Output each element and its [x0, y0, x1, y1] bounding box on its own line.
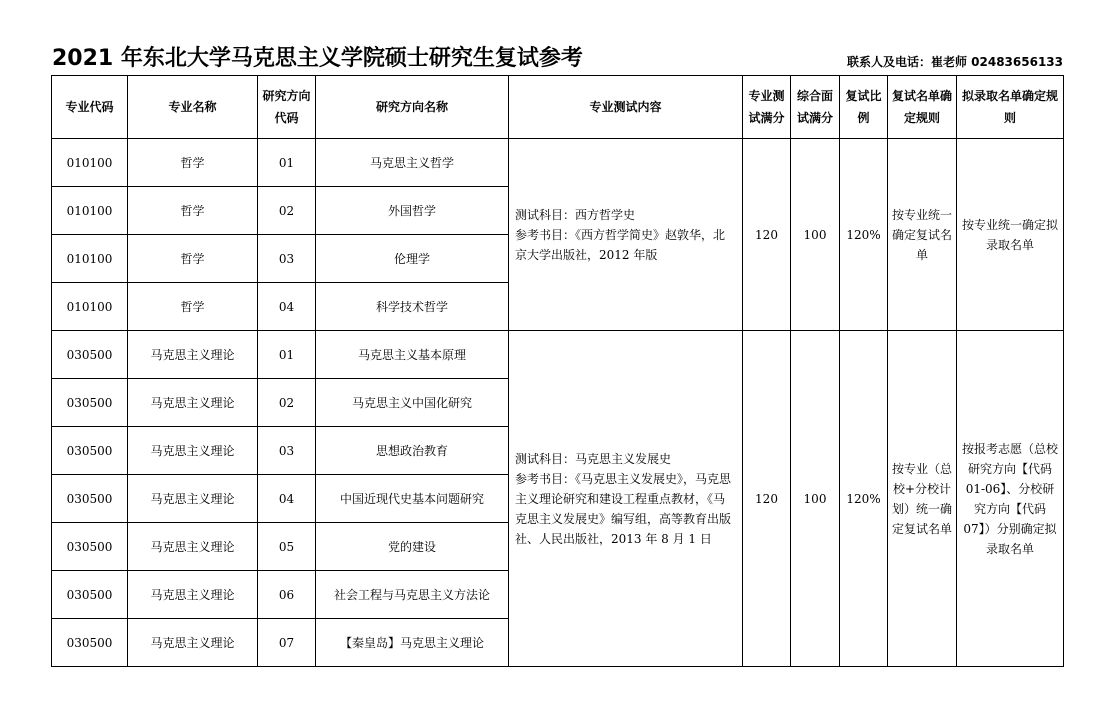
major-name-cell: 马克思主义理论	[128, 523, 258, 571]
ratio-cell: 120%	[840, 139, 888, 331]
list-rule-cell: 按专业（总校+分校计划）统一确定复试名单	[888, 331, 957, 667]
test-content-cell	[509, 331, 743, 667]
ratio-cell: 120%	[840, 331, 888, 667]
major-code-cell: 030500	[52, 379, 128, 427]
direction-code-cell: 06	[258, 571, 316, 619]
direction-code-cell: 03	[258, 235, 316, 283]
major-code-cell: 030500	[52, 331, 128, 379]
reference-books: 参考书目：《西方哲学简史》赵敦华，北京大学出版社，2012 年版	[515, 227, 726, 262]
major-code-cell: 010100	[52, 187, 128, 235]
page-title: 2021 年东北大学马克思主义学院硕士研究生复试参考	[52, 46, 583, 71]
major-name-cell: 哲学	[128, 235, 258, 283]
major-code-cell: 010100	[52, 139, 128, 187]
major-name-cell: 马克思主义理论	[128, 331, 258, 379]
header-major-name: 专业名称	[128, 76, 258, 139]
major-name-cell: 哲学	[128, 139, 258, 187]
header-admission-rule: 拟录取名单确定规则	[957, 76, 1064, 139]
direction-code-cell: 04	[258, 475, 316, 523]
direction-code-cell: 01	[258, 139, 316, 187]
interview-score-cell: 100	[791, 331, 840, 667]
direction-name-cell: 【秦皇岛】马克思主义理论	[316, 619, 509, 667]
test-subject: 测试科目：马克思主义发展史	[515, 451, 672, 466]
major-name-cell: 哲学	[128, 283, 258, 331]
header-direction-name: 研究方向名称	[316, 76, 509, 139]
major-name-cell: 马克思主义理论	[128, 619, 258, 667]
direction-code-cell: 07	[258, 619, 316, 667]
major-code-cell: 030500	[52, 619, 128, 667]
page-header	[52, 44, 1063, 76]
header-major-code: 专业代码	[52, 76, 128, 139]
header-list-rule: 复试名单确定规则	[888, 76, 957, 139]
direction-name-cell: 中国近现代史基本问题研究	[316, 475, 509, 523]
major-code-cell: 010100	[52, 235, 128, 283]
direction-code-cell: 02	[258, 379, 316, 427]
contact-info: 联系人及电话：崔老师 02483656133	[846, 55, 1063, 69]
direction-code-cell: 01	[258, 331, 316, 379]
direction-code-cell: 05	[258, 523, 316, 571]
admission-rule-cell: 按报考志愿（总校研究方向【代码 01-06】、分校研究方向【代码 07】）分别确定拟录取名单	[957, 331, 1064, 667]
header-test-score: 专业测试满分	[743, 76, 791, 139]
direction-name-cell: 社会工程与马克思主义方法论	[316, 571, 509, 619]
direction-code-cell: 02	[258, 187, 316, 235]
test-score-cell: 120	[743, 331, 791, 667]
major-name-cell: 马克思主义理论	[128, 571, 258, 619]
direction-name-cell: 科学技术哲学	[316, 283, 509, 331]
test-content-cell	[509, 139, 743, 331]
major-code-cell: 030500	[52, 475, 128, 523]
retest-reference-table	[51, 75, 1064, 667]
test-subject: 测试科目：西方哲学史	[515, 207, 636, 222]
direction-name-cell: 马克思主义中国化研究	[316, 379, 509, 427]
header-test-content: 专业测试内容	[509, 76, 743, 139]
direction-name-cell: 马克思主义基本原理	[316, 331, 509, 379]
direction-name-cell: 伦理学	[316, 235, 509, 283]
table-header-row	[52, 76, 1064, 139]
direction-name-cell: 党的建设	[316, 523, 509, 571]
admission-rule-cell: 按专业统一确定拟录取名单	[957, 139, 1064, 331]
direction-code-cell: 04	[258, 283, 316, 331]
major-name-cell: 哲学	[128, 187, 258, 235]
direction-code-cell: 03	[258, 427, 316, 475]
direction-name-cell: 外国哲学	[316, 187, 509, 235]
table-row	[52, 139, 1064, 187]
direction-name-cell: 思想政治教育	[316, 427, 509, 475]
interview-score-cell: 100	[791, 139, 840, 331]
major-name-cell: 马克思主义理论	[128, 427, 258, 475]
list-rule-cell: 按专业统一确定复试名单	[888, 139, 957, 331]
major-code-cell: 030500	[52, 427, 128, 475]
major-name-cell: 马克思主义理论	[128, 475, 258, 523]
table-row	[52, 331, 1064, 379]
header-ratio: 复试比例	[840, 76, 888, 139]
reference-books: 参考书目：《马克思主义发展史》，马克思主义理论研究和建设工程重点教材，《马克思主义发展史》编写组，高等教育出版社、人民出版社，2013 年 8 月 1 日	[515, 471, 732, 546]
test-score-cell: 120	[743, 139, 791, 331]
major-name-cell: 马克思主义理论	[128, 379, 258, 427]
major-code-cell: 030500	[52, 523, 128, 571]
major-code-cell: 030500	[52, 571, 128, 619]
direction-name-cell: 马克思主义哲学	[316, 139, 509, 187]
header-interview-score: 综合面试满分	[791, 76, 840, 139]
header-direction-code: 研究方向代码	[258, 76, 316, 139]
major-code-cell: 010100	[52, 283, 128, 331]
